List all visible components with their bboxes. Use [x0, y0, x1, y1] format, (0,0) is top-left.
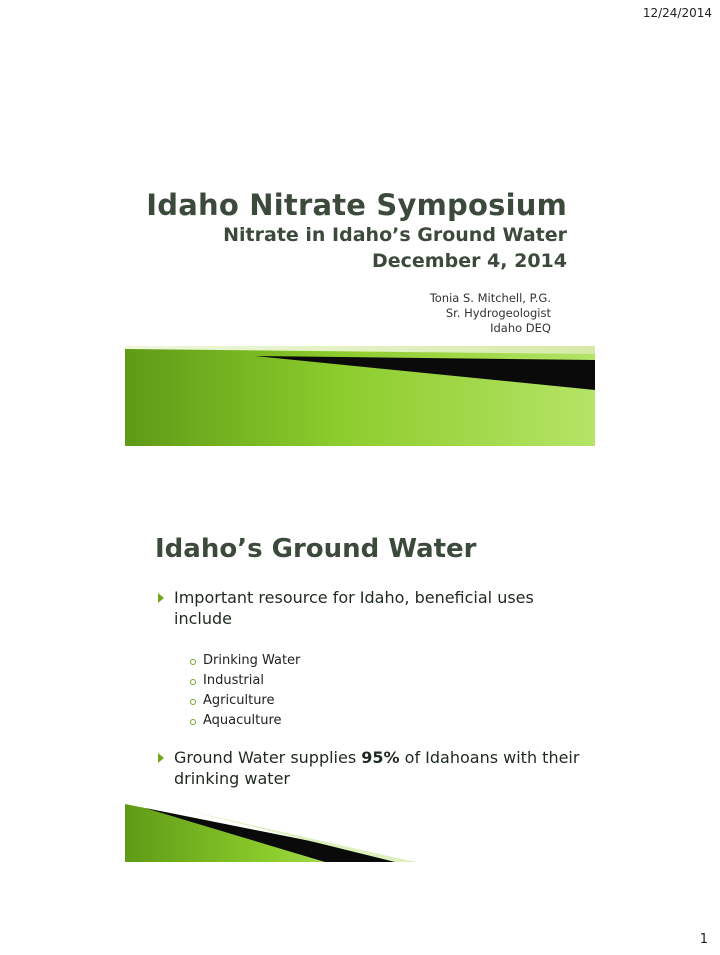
author-name: Tonia S. Mitchell, P.G. [429, 291, 551, 305]
bullet-item: Ground Water supplies 95% of Idahoans with their drinking water [158, 747, 588, 789]
author-org: Idaho DEQ [490, 321, 551, 335]
symposium-title: Idaho Nitrate Symposium [146, 188, 567, 222]
circle-bullet-icon [190, 699, 196, 705]
author-block [430, 291, 551, 336]
page-number: 1 [699, 932, 708, 947]
circle-bullet-icon [190, 659, 196, 665]
symposium-subtitle: Nitrate in Idaho’s Ground Water [223, 224, 567, 246]
green-swoosh-band [125, 804, 415, 862]
circle-bullet-icon [190, 679, 196, 685]
sub-bullet-item: Drinking Water [190, 651, 588, 671]
circle-bullet-icon [190, 719, 196, 725]
bullet-list [158, 587, 588, 789]
bullet-text: Important resource for Idaho, beneficial uses include [174, 588, 534, 628]
percent-highlight: 95% [361, 748, 400, 767]
bullet-item [158, 587, 588, 731]
slide-title-heading [146, 188, 567, 274]
slide2-heading: Idaho’s Ground Water [155, 534, 477, 564]
triangle-bullet-icon [158, 753, 164, 763]
green-swoosh-band [125, 346, 595, 446]
page-date: 12/24/2014 [642, 6, 712, 20]
triangle-bullet-icon [158, 593, 164, 603]
sub-bullet-item: Aquaculture [190, 711, 588, 731]
sub-bullet-item: Industrial [190, 671, 588, 691]
sub-bullet-list [190, 651, 588, 731]
slide-title [125, 170, 595, 446]
symposium-date: December 4, 2014 [371, 250, 567, 272]
slide-ground-water [125, 520, 595, 862]
sub-bullet-item: Agriculture [190, 691, 588, 711]
author-role: Sr. Hydrogeologist [445, 306, 551, 320]
